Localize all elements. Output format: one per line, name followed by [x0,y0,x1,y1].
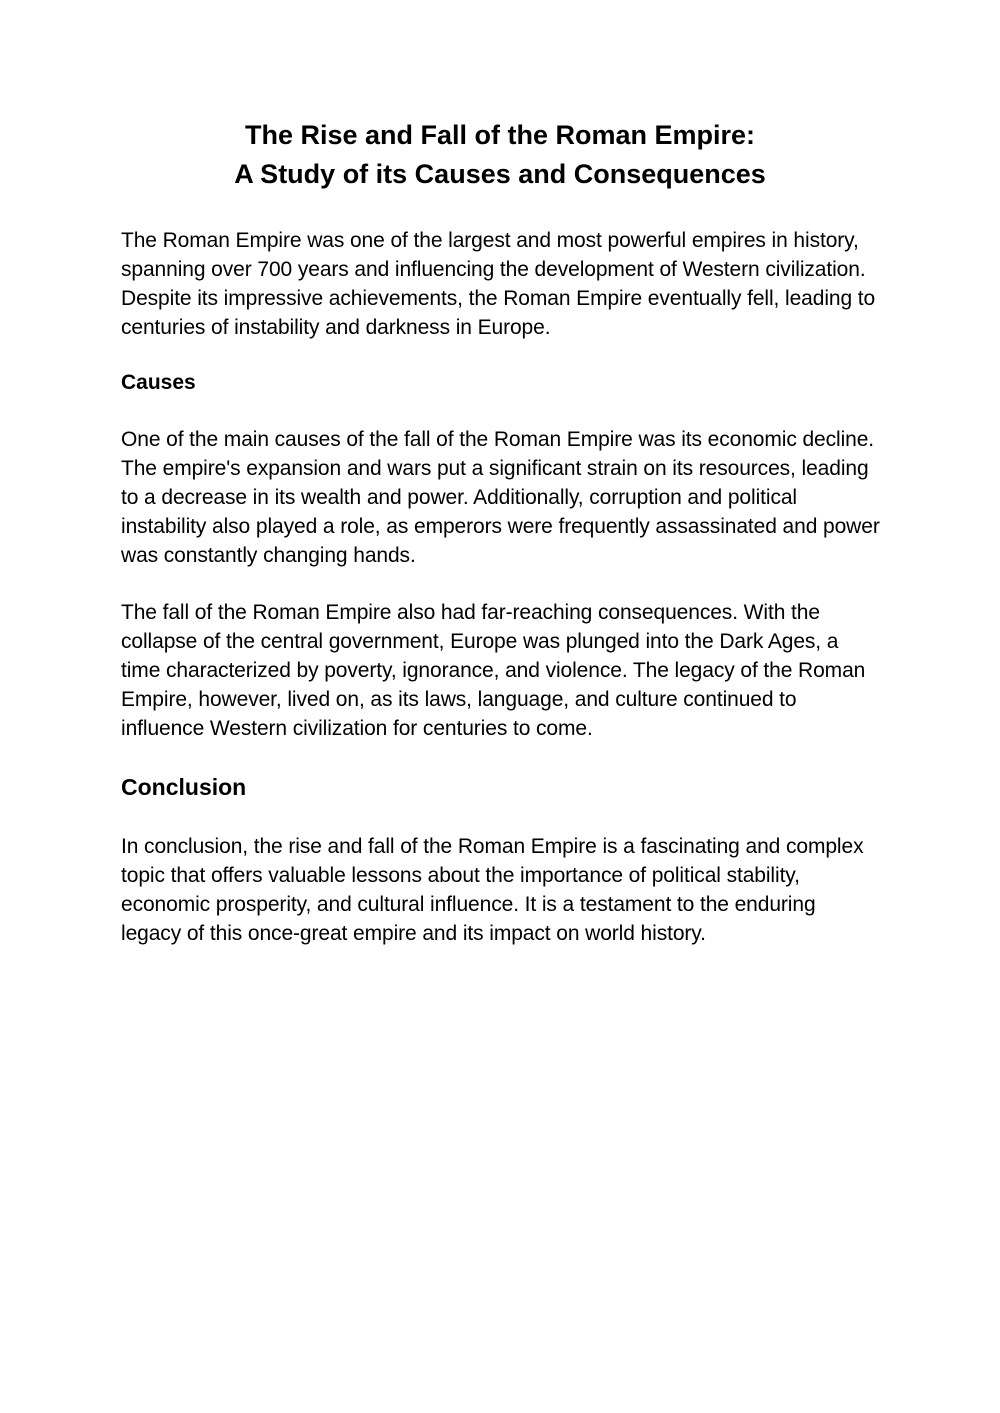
conclusion-heading: Conclusion [121,774,247,800]
consequences-paragraph: The fall of the Roman Empire also had far-reaching consequences. With the collapse of the central government, Europe was plunged into the Dark Ages, a time characterized by poverty, ignorance, and violence. The legacy of the Roman Empire, however, lived on, as its laws, language, and culture continued to influence Western civilization for centuries to come. [121,601,866,740]
intro-paragraph: The Roman Empire was one of the largest and most powerful empires in history, spanning over 700 years and influencing the development of Western civilization. Despite its impressive achievements, the Roman Empire eventually fell, leading to centuries of instability and darkness in Europe. [121,229,876,339]
conclusion-paragraph: In conclusion, the rise and fall of the Roman Empire is a fascinating and complex topic that offers valuable lessons about the importance of political stability, economic prosperity, and cultural influence. It is a testament to the enduring legacy of this once-great empire and its impact on world history. [121,835,864,945]
causes-paragraph: One of the main causes of the fall of the Roman Empire was its economic decline. The empire's expansion and wars put a significant strain on its resources, leading to a decrease in its wealth and power. Additionally, corruption and political instability also played a role, as emperors were frequently assassinated and power was constantly changing hands. [121,428,880,567]
document-body [121,116,881,948]
title-line-1: The Rise and Fall of the Roman Empire: [244,120,756,150]
title-line-2: A Study of its Causes and Consequences [234,159,766,189]
document-title [121,116,879,194]
causes-heading: Causes [121,371,196,394]
